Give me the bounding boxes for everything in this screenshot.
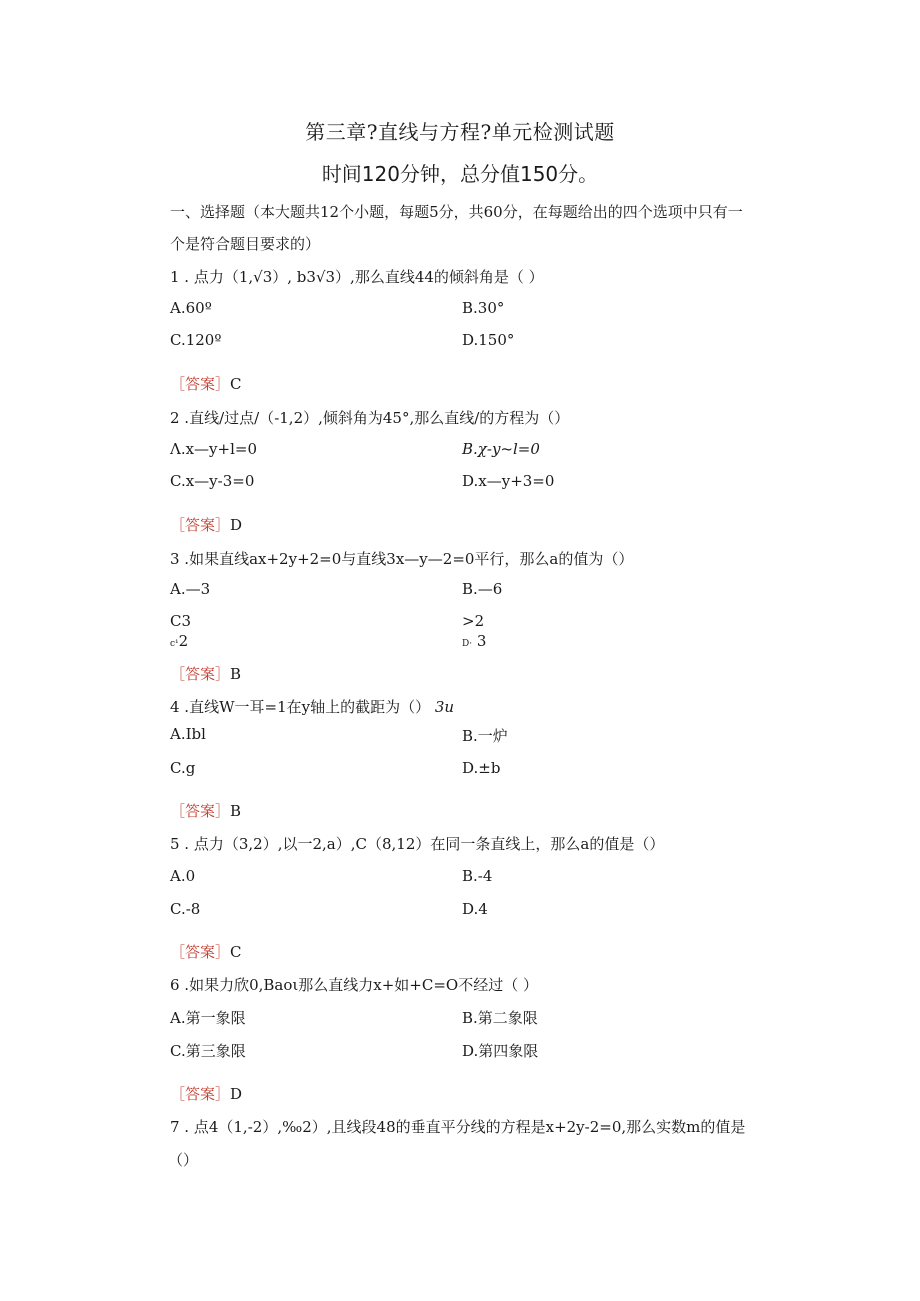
question-3-stem: 3 .如果直线ax+2y+2=0与直线3x—y—2=0平行，那么a的值为（） <box>170 550 634 568</box>
question-6-option-a: A.第一象限 <box>170 1009 246 1027</box>
question-2-option-d: D.x—y+3=0 <box>462 472 555 490</box>
question-4-option-d: D.±b <box>462 759 501 777</box>
question-4-stem-extra: 3u <box>434 698 455 716</box>
answer-tag: ［答案］ <box>170 516 231 534</box>
option-c-superscript: c¹ <box>170 639 179 649</box>
question-3-option-c-top: C3 <box>170 612 192 630</box>
question-5-option-d: D.4 <box>462 900 488 918</box>
question-1-option-d: D.150° <box>462 331 515 349</box>
answer-value: D <box>230 516 243 534</box>
question-1-stem: 1 . 点力（1,√3）, b3√3）,那么直线44的倾斜角是（ ） <box>170 268 544 286</box>
question-6-stem: 6 .如果力欣0,Baoι那么直线力x+如+C=O不经过（ ） <box>170 976 538 994</box>
question-4-option-c: C.g <box>170 759 196 777</box>
section-intro-line2: 个是符合题目要求的） <box>170 235 321 253</box>
question-3-option-b: B.—6 <box>462 580 503 598</box>
question-4-answer <box>170 800 241 821</box>
question-5-option-b: B.-4 <box>462 867 493 885</box>
page-title: 第三章?直线与方程?单元检测试题 <box>305 120 615 144</box>
answer-tag: ［答案］ <box>170 665 231 683</box>
question-1-option-b: B.30° <box>462 299 505 317</box>
question-2-option-a: Λ.x—y+l=0 <box>170 440 258 458</box>
question-4-stem <box>170 696 454 717</box>
page-subtitle: 时间120分钟，总分值150分。 <box>321 162 599 186</box>
answer-tag: ［答案］ <box>170 375 231 393</box>
answer-value: C <box>230 943 242 961</box>
answer-value: B <box>230 665 242 683</box>
answer-tag: ［答案］ <box>170 802 231 820</box>
question-4-option-b: B.一炉 <box>462 727 508 745</box>
question-6-option-d: D.第四象限 <box>462 1042 539 1060</box>
question-7-stem-line2: （） <box>168 1151 199 1169</box>
option-d-superscript: D· <box>462 639 473 649</box>
question-5-answer <box>170 941 242 962</box>
question-1-option-c: C.120º <box>170 331 222 349</box>
answer-value: B <box>230 802 242 820</box>
answer-tag: ［答案］ <box>170 1085 231 1103</box>
answer-value: C <box>230 375 242 393</box>
option-d-value: 3 <box>476 632 487 650</box>
question-6-option-b: B.第二象限 <box>462 1009 538 1027</box>
question-1-option-a: A.60º <box>170 299 212 317</box>
answer-tag: ［答案］ <box>170 943 231 961</box>
question-4-stem-text: 4 .直线W一耳=1在y轴上的截距为（） <box>170 698 431 716</box>
question-3-option-c-bottom <box>170 632 188 650</box>
question-3-option-d-top: >2 <box>462 612 485 630</box>
question-3-option-d-bottom <box>462 632 486 650</box>
option-c-value: 2 <box>178 632 189 650</box>
question-2-answer <box>170 514 242 535</box>
question-5-stem: 5 . 点力（3,2）,以一2,a）,C（8,12）在同一条直线上，那么a的值是（） <box>170 835 665 853</box>
question-5-option-c: C.-8 <box>170 900 201 918</box>
question-3-option-a: A.—3 <box>170 580 211 598</box>
question-3-answer <box>170 663 241 684</box>
question-4-option-a: A.Ibl <box>170 725 206 743</box>
question-2-stem: 2 .直线/过点/（-1,2）,倾斜角为45°,那么直线/的方程为（） <box>170 409 570 427</box>
question-2-option-c: C.x—y-3=0 <box>170 472 255 490</box>
question-6-answer <box>170 1083 242 1104</box>
section-intro-line1: 一、选择题（本大题共12个小题，每题5分，共60分，在每题给出的四个选项中只有一 <box>170 203 743 221</box>
question-6-option-c: C.第三象限 <box>170 1042 246 1060</box>
question-5-option-a: A.0 <box>170 867 196 885</box>
answer-value: D <box>230 1085 243 1103</box>
question-7-stem: 7 . 点4（1,-2）,‰2）,且线段48的垂直平分线的方程是x+2y-2=0,那么实数m的值是 <box>170 1118 746 1136</box>
question-2-option-b: B.χ-y~l=0 <box>462 440 540 458</box>
question-1-answer <box>170 373 242 394</box>
